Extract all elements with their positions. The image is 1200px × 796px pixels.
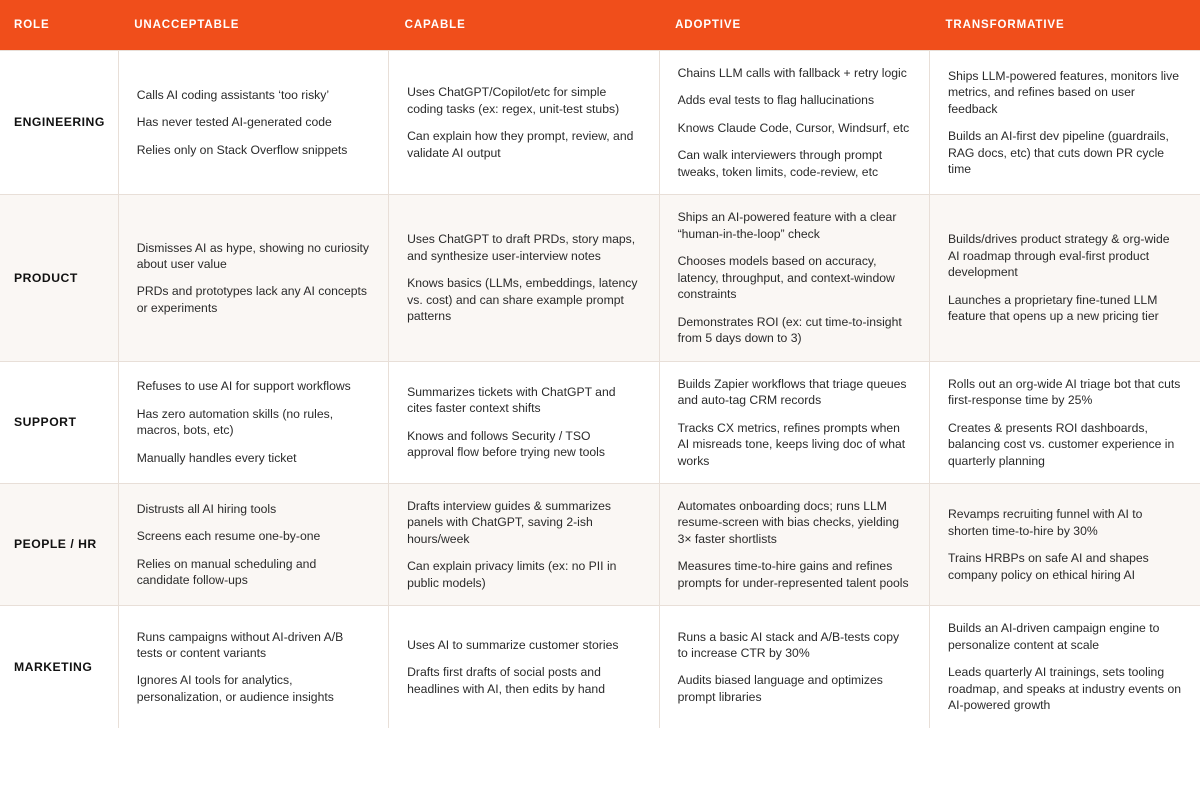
bullet-list <box>678 629 911 706</box>
list-item: Dismisses AI as hype, showing no curiosity about user value <box>136 240 370 272</box>
list-item: Builds an AI-first dev pipeline (guardrails, RAG docs, etc) that cuts down PR cycle time <box>948 129 1169 177</box>
cell-adoptive <box>659 606 929 728</box>
list-item: Knows and follows Security / TSO approval flow before trying new tools <box>407 428 605 460</box>
cell-unacceptable <box>118 51 388 195</box>
list-item: Builds Zapier workflows that triage queues and auto-tag CRM records <box>677 376 907 408</box>
column-header-transformative: TRANSFORMATIVE <box>930 0 1200 51</box>
cell-unacceptable <box>118 606 388 728</box>
list-item: Creates & presents ROI dashboards, balancing cost vs. customer experience in quarterly planning <box>948 420 1175 468</box>
bullet-list <box>407 84 640 161</box>
list-item: Knows basics (LLMs, embeddings, latency vs. cost) and can share example prompt patterns <box>407 276 638 324</box>
list-item: Audits biased language and optimizes prompt libraries <box>677 673 883 704</box>
list-item: Tracks CX metrics, refines prompts when AI misreads tone, keeps living doc of what works <box>677 420 906 468</box>
list-item: Leads quarterly AI trainings, sets tooling roadmap, and speaks at industry events on AI-powered growth <box>948 665 1182 713</box>
list-item: PRDs and prototypes lack any AI concepts or experiments <box>136 284 368 315</box>
list-item: Adds eval tests to flag hallucinations <box>677 93 875 108</box>
list-item: Uses ChatGPT to draft PRDs, story maps, and synthesize user-interview notes <box>407 232 636 263</box>
header-row <box>0 0 1200 51</box>
table-row <box>0 361 1200 483</box>
list-item: Drafts first drafts of social posts and headlines with AI, then edits by hand <box>407 665 605 696</box>
cell-unacceptable <box>118 483 388 605</box>
bullet-list <box>137 629 370 706</box>
list-item: Uses AI to summarize customer stories <box>407 637 619 652</box>
bullet-list <box>948 506 1182 583</box>
bullet-list <box>948 376 1182 469</box>
table-row <box>0 51 1200 195</box>
table-row <box>0 483 1200 605</box>
list-item: Has zero automation skills (no rules, macros, bots, etc) <box>136 406 334 438</box>
table-body <box>0 51 1200 728</box>
table-row <box>0 606 1200 728</box>
column-header-adoptive: ADOPTIVE <box>659 0 929 51</box>
cell-adoptive <box>659 361 929 483</box>
bullet-list <box>407 637 640 697</box>
bullet-list <box>407 231 640 324</box>
role-label: SUPPORT <box>0 361 118 483</box>
role-label: PRODUCT <box>0 195 118 361</box>
cell-capable <box>389 195 659 361</box>
bullet-list <box>137 240 370 317</box>
bullet-list <box>407 384 640 461</box>
list-item: Distrusts all AI hiring tools <box>136 501 277 516</box>
column-header-role: ROLE <box>0 0 118 51</box>
bullet-list <box>948 68 1182 178</box>
column-header-capable: CAPABLE <box>389 0 659 51</box>
list-item: Builds/drives product strategy & org-wide AI roadmap through eval-first product development <box>948 232 1170 280</box>
list-item: Builds an AI-driven campaign engine to personalize content at scale <box>948 621 1160 652</box>
list-item: Measures time-to-hire gains and refines prompts for under-represented talent pools <box>677 559 909 590</box>
list-item: Automates onboarding docs; runs LLM resume-screen with bias checks, yielding 3× faster shortlists <box>677 498 900 546</box>
list-item: Screens each resume one-by-one <box>136 529 321 544</box>
bullet-list <box>137 87 370 158</box>
list-item: Calls AI coding assistants ‘too risky’ <box>136 87 330 102</box>
list-item: Has never tested AI-generated code <box>136 115 332 130</box>
list-item: Demonstrates ROI (ex: cut time-to-insight from 5 days down to 3) <box>677 314 902 346</box>
list-item: Ships an AI-powered feature with a clear “human-in-the-loop” check <box>677 210 897 241</box>
bullet-list <box>678 65 911 180</box>
list-item: Ignores AI tools for analytics, personalization, or audience insights <box>136 673 334 704</box>
bullet-list <box>678 376 911 469</box>
list-item: Runs campaigns without AI-driven A/B tests or content variants <box>136 629 344 661</box>
list-item: Drafts interview guides & summarizes panels with ChatGPT, saving 2-ish hours/week <box>407 498 611 546</box>
bullet-list <box>678 498 911 591</box>
cell-transformative <box>930 195 1200 361</box>
role-label: MARKETING <box>0 606 118 728</box>
list-item: Manually handles every ticket <box>136 450 297 465</box>
cell-adoptive <box>659 483 929 605</box>
list-item: Can explain how they prompt, review, and validate AI output <box>407 129 634 160</box>
list-item: Rolls out an org-wide AI triage bot that cuts first-response time by 25% <box>948 376 1181 408</box>
table-row <box>0 195 1200 361</box>
list-item: Can walk interviewers through prompt tweaks, token limits, code-review, etc <box>677 148 883 179</box>
list-item: Ships LLM-powered features, monitors live metrics, and refines based on user feedback <box>948 68 1179 116</box>
column-header-unacceptable: UNACCEPTABLE <box>118 0 388 51</box>
list-item: Relies on manual scheduling and candidate follow-ups <box>136 556 317 588</box>
bullet-list <box>948 231 1182 324</box>
cell-transformative <box>930 361 1200 483</box>
bullet-list <box>948 620 1182 713</box>
cell-transformative <box>930 51 1200 195</box>
role-label: ENGINEERING <box>0 51 118 195</box>
bullet-list <box>678 209 911 346</box>
cell-capable <box>389 361 659 483</box>
cell-unacceptable <box>118 195 388 361</box>
list-item: Trains HRBPs on safe AI and shapes company policy on ethical hiring AI <box>948 551 1149 582</box>
list-item: Runs a basic AI stack and A/B-tests copy to increase CTR by 30% <box>677 629 900 661</box>
role-label: PEOPLE / HR <box>0 483 118 605</box>
list-item: Launches a proprietary fine-tuned LLM feature that opens up a new pricing tier <box>948 292 1159 324</box>
cell-capable <box>389 483 659 605</box>
table-header <box>0 0 1200 51</box>
bullet-list <box>407 498 640 591</box>
cell-transformative <box>930 606 1200 728</box>
list-item: Uses ChatGPT/Copilot/etc for simple coding tasks (ex: regex, unit-test stubs) <box>407 85 620 116</box>
bullet-list <box>137 378 370 466</box>
list-item: Refuses to use AI for support workflows <box>136 379 351 394</box>
list-item: Knows Claude Code, Cursor, Windsurf, etc <box>677 120 910 135</box>
list-item: Relies only on Stack Overflow snippets <box>136 142 348 157</box>
bullet-list <box>137 501 370 589</box>
list-item: Revamps recruiting funnel with AI to shorten time-to-hire by 30% <box>948 507 1143 538</box>
list-item: Summarizes tickets with ChatGPT and cites faster context shifts <box>407 384 616 416</box>
cell-capable <box>389 51 659 195</box>
cell-adoptive <box>659 51 929 195</box>
cell-transformative <box>930 483 1200 605</box>
list-item: Can explain privacy limits (ex: no PII in public models) <box>407 559 617 590</box>
list-item: Chooses models based on accuracy, latency, throughput, and context-window constraints <box>677 254 895 302</box>
list-item: Chains LLM calls with fallback + retry logic <box>677 66 907 80</box>
cell-adoptive <box>659 195 929 361</box>
cell-capable <box>389 606 659 728</box>
cell-unacceptable <box>118 361 388 483</box>
